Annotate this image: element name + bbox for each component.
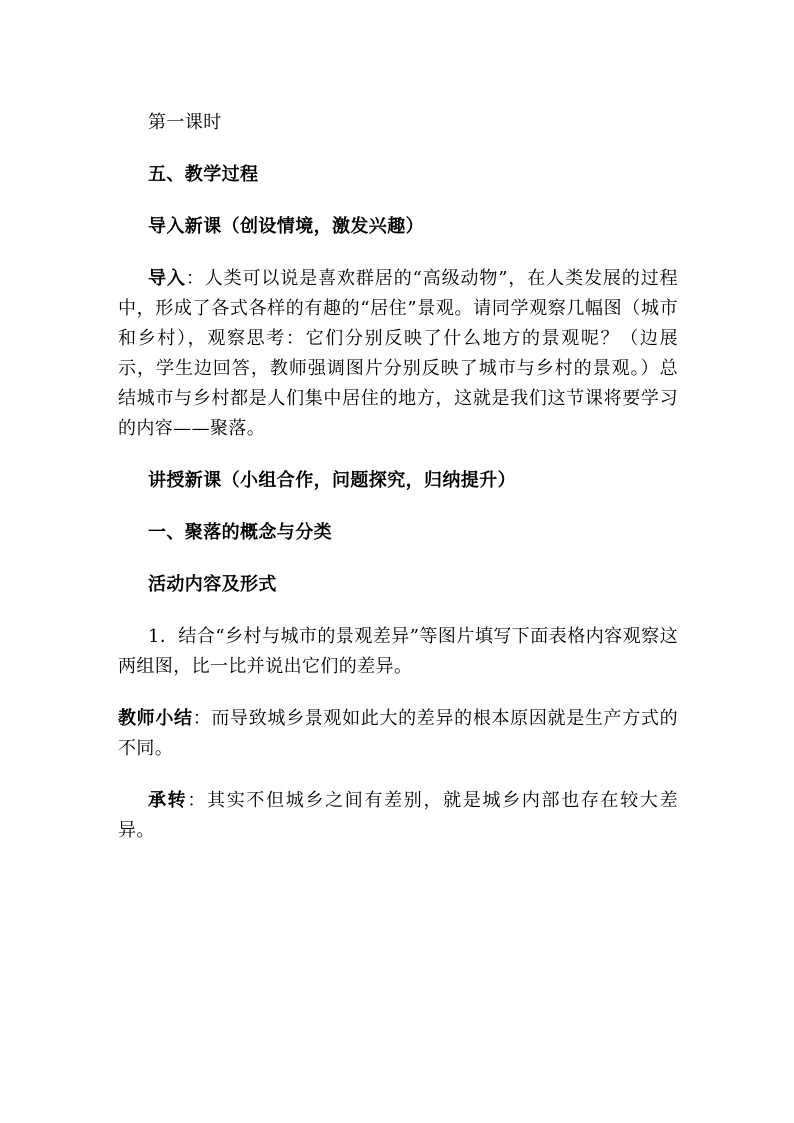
transition-text: ：其实不但城乡之间有差别，就是城乡内部也存在较大差异。 — [118, 790, 678, 841]
intro-paragraph — [118, 264, 678, 444]
intro-heading: 导入新课（创设情境，激发兴趣） — [148, 216, 424, 237]
activity-item: 1．结合“乡村与城市的景观差异”等图片填写下面表格内容观察这两组图，比一比并说出它们的差异。 — [118, 626, 678, 677]
lesson-label: 第一课时 — [148, 112, 222, 133]
new-lesson-heading: 讲授新课（小组合作，问题探究，归纳提升） — [148, 470, 516, 491]
activity-heading: 活动内容及形式 — [148, 574, 277, 595]
section-heading-teaching-process: 五、教学过程 — [148, 164, 259, 185]
transition-lead: 承转 — [148, 790, 188, 811]
teacher-summary-lead: 教师小结 — [118, 708, 193, 729]
teacher-summary — [118, 704, 678, 764]
concept-heading: 一、聚落的概念与分类 — [148, 522, 332, 543]
intro-text: ：人类可以说是喜欢群居的“高级动物”，在人类发展的过程中，形成了各式各样的有趣的“居住”景观。请同学观察几幅图（城市和乡村），观察思考：它们分别反映了什么地方的景观呢？（边展示，学生边回答，教师强调图片分别反映了城市与乡村的景观。）总结城市与乡村都是人们集中居住的地方，这就是我们这节课将要学习的内容——聚落。 — [118, 268, 678, 439]
intro-lead: 导入 — [148, 268, 186, 289]
teacher-summary-text: ：而导致城乡景观如此大的差异的根本原因就是生产方式的不同。 — [118, 708, 678, 759]
transition-paragraph — [118, 786, 678, 846]
